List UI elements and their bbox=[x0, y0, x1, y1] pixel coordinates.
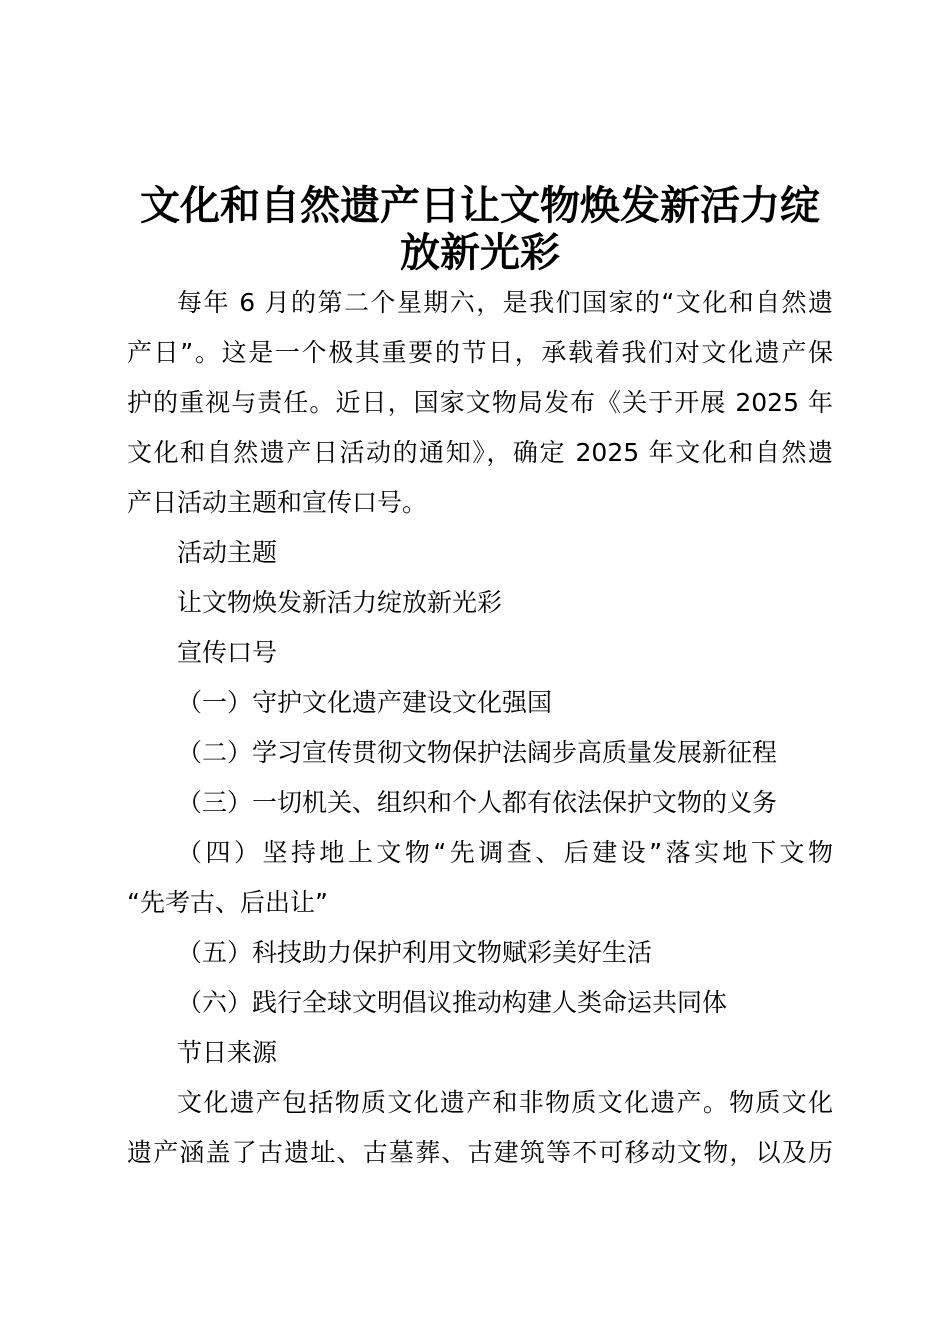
document-title bbox=[120, 183, 840, 277]
text-line: 每年 6 月的第二个星期六，是我们国家的“文化和自然遗 bbox=[177, 288, 833, 317]
text-line: （五）科技助力保护利用文物赋彩美好生活 bbox=[177, 938, 653, 967]
title-line-1: 文化和自然遗产日让文物焕发新活力绽 bbox=[140, 183, 820, 229]
text-line: 宣传口号 bbox=[177, 638, 278, 667]
text-line: （三）一切机关、组织和个人都有依法保护文物的义务 bbox=[177, 788, 778, 817]
text-line: 节日来源 bbox=[177, 1038, 278, 1067]
title-line-2: 放新光彩 bbox=[400, 230, 560, 276]
text-line: 产日”。这是一个极其重要的节日，承载着我们对文化遗产保 bbox=[127, 338, 833, 367]
text-line: （二）学习宣传贯彻文物保护法阔步高质量发展新征程 bbox=[177, 738, 778, 767]
text-line: 护的重视与责任。近日，国家文物局发布《关于开展 2025 年 bbox=[127, 388, 833, 417]
text-line: “先考古、后出让” bbox=[127, 888, 328, 917]
text-line: （六）践行全球文明倡议推动构建人类命运共同体 bbox=[177, 988, 728, 1017]
document-body bbox=[127, 278, 833, 1178]
text-line: （四）坚持地上文物“先调查、后建设”落实地下文物 bbox=[177, 838, 833, 867]
text-line: 活动主题 bbox=[177, 538, 278, 567]
text-line: 产日活动主题和宣传口号。 bbox=[127, 488, 428, 517]
text-line: 让文物焕发新活力绽放新光彩 bbox=[177, 588, 503, 617]
text-line: 遗产涵盖了古遗址、古墓葬、古建筑等不可移动文物，以及历 bbox=[127, 1138, 833, 1167]
text-line: 文化遗产包括物质文化遗产和非物质文化遗产。物质文化 bbox=[177, 1088, 833, 1117]
text-line: 文化和自然遗产日活动的通知》，确定 2025 年文化和自然遗 bbox=[127, 438, 833, 467]
text-line: （一）守护文化遗产建设文化强国 bbox=[177, 688, 553, 717]
